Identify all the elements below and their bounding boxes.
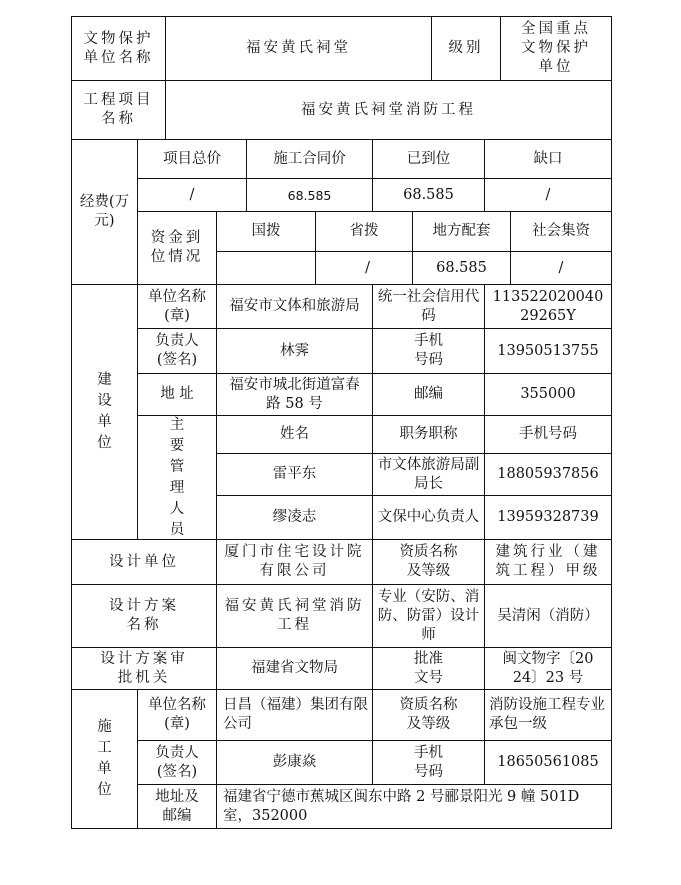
design-approval-value: 福建省文物局 — [251, 660, 338, 676]
source-value-local: 68.585 — [436, 259, 487, 276]
managers-header-title: 职务职称 — [399, 426, 458, 442]
funding-value-gap: / — [545, 186, 551, 203]
design-major-value: 吴清闲（消防） — [497, 607, 599, 624]
builder-leader-value: 林霁 — [280, 342, 309, 359]
project-value: 福安黄氏祠堂消防工程 — [301, 101, 476, 118]
funding-value-total: / — [189, 186, 195, 203]
heritage-value: 福安黄氏祠堂 — [246, 40, 351, 56]
source-header-provincial: 省拨 — [349, 223, 379, 239]
builder-postcode-label: 邮编 — [414, 386, 443, 402]
source-header-local: 地方配套 — [432, 223, 491, 239]
rule — [611, 16, 612, 829]
construction-label: 施工单位 — [97, 719, 112, 798]
manager-1-title: 市文体旅游局副局长 — [377, 456, 480, 492]
builder-unit-label: 单位名称(章) — [148, 288, 206, 324]
level-label: 级别 — [448, 40, 484, 56]
managers-label: 主要管理人员 — [169, 416, 185, 538]
manager-2-title: 文保中心负责人 — [377, 509, 480, 525]
construction-qual-label: 资质名称及等级 — [399, 697, 458, 732]
manager-2-name: 缪凌志 — [272, 509, 317, 525]
source-value-national — [217, 252, 315, 284]
builder-label: 建设单位 — [97, 372, 112, 451]
design-qual-value: 建筑行业（建筑工程）甲级 — [495, 544, 601, 579]
builder-postcode-value: 355000 — [520, 386, 576, 402]
construction-phone-label: 手机号码 — [414, 744, 443, 780]
builder-address-value: 福安市城北街道富春路 58 号 — [229, 376, 360, 412]
builder-phone-value: 13950513755 — [497, 342, 599, 359]
funding-header-total: 项目总价 — [163, 150, 221, 167]
managers-header-name: 姓名 — [280, 426, 309, 442]
source-value-provincial: / — [365, 259, 370, 276]
design-approval-label: 设计方案审批机关 — [100, 650, 188, 686]
builder-credit-value: 11352202004029265Y — [492, 288, 604, 324]
funding-value-received: 68.585 — [403, 186, 454, 203]
funding-header-contract: 施工合同价 — [273, 150, 346, 167]
design-unit-value: 厦门市住宅设计院有限公司 — [224, 544, 365, 579]
builder-unit-value: 福安市文体和旅游局 — [229, 298, 360, 314]
construction-phone-value: 18650561085 — [497, 754, 599, 770]
manager-2-phone: 13959328739 — [497, 509, 599, 525]
source-header-national: 国拨 — [251, 223, 281, 239]
project-label: 工程项目名称 — [83, 92, 154, 127]
construction-leader-label: 负责人(签名) — [155, 744, 199, 780]
design-unit-label: 设计单位 — [109, 553, 179, 570]
construction-qual-value: 消防设施工程专业承包一级 — [489, 697, 605, 732]
funding-value-contract: 68.585 — [287, 187, 332, 203]
source-header-social: 社会集资 — [532, 223, 590, 239]
funding-header-received: 已到位 — [406, 150, 451, 167]
funding-label: 经费(万元) — [79, 194, 130, 229]
rule — [71, 828, 612, 829]
construction-unit-value: 日昌（福建）集团有限公司 — [223, 697, 368, 732]
design-scheme-label: 设计方案名称 — [109, 598, 179, 633]
design-major-label: 专业（安防、消防、防雷）设计师 — [377, 588, 480, 643]
builder-phone-label: 手机号码 — [414, 333, 443, 368]
builder-credit-label: 统一社会信用代码 — [377, 288, 480, 324]
funding-source-label: 资金到位情况 — [150, 230, 204, 265]
source-value-social: / — [558, 259, 564, 276]
manager-1-name: 雷平东 — [272, 466, 317, 482]
managers-header-phone: 手机号码 — [519, 426, 577, 442]
construction-address-value: 福建省宁德市蕉城区闽东中路 2 号郦景阳光 9 幢 501D 室，352000 — [223, 788, 580, 824]
builder-leader-label: 负责人(签名) — [155, 333, 199, 368]
construction-unit-label: 单位名称(章) — [148, 697, 206, 732]
manager-1-phone: 18805937856 — [497, 466, 599, 482]
construction-leader-value: 彭康焱 — [272, 754, 317, 770]
design-doc-value: 闽文物字〔2024〕23 号 — [502, 650, 594, 686]
design-qual-label: 资质名称及等级 — [399, 544, 458, 579]
construction-address-label: 地址及邮编 — [155, 788, 199, 824]
design-scheme-value: 福安黄氏祠堂消防工程 — [224, 598, 365, 633]
design-doc-label: 批准文号 — [414, 650, 443, 686]
builder-address-label: 地 址 — [160, 386, 194, 402]
level-value: 全国重点文物保护单位 — [521, 21, 591, 75]
funding-header-gap: 缺口 — [533, 150, 563, 167]
heritage-label: 文物保护单位名称 — [83, 30, 154, 66]
